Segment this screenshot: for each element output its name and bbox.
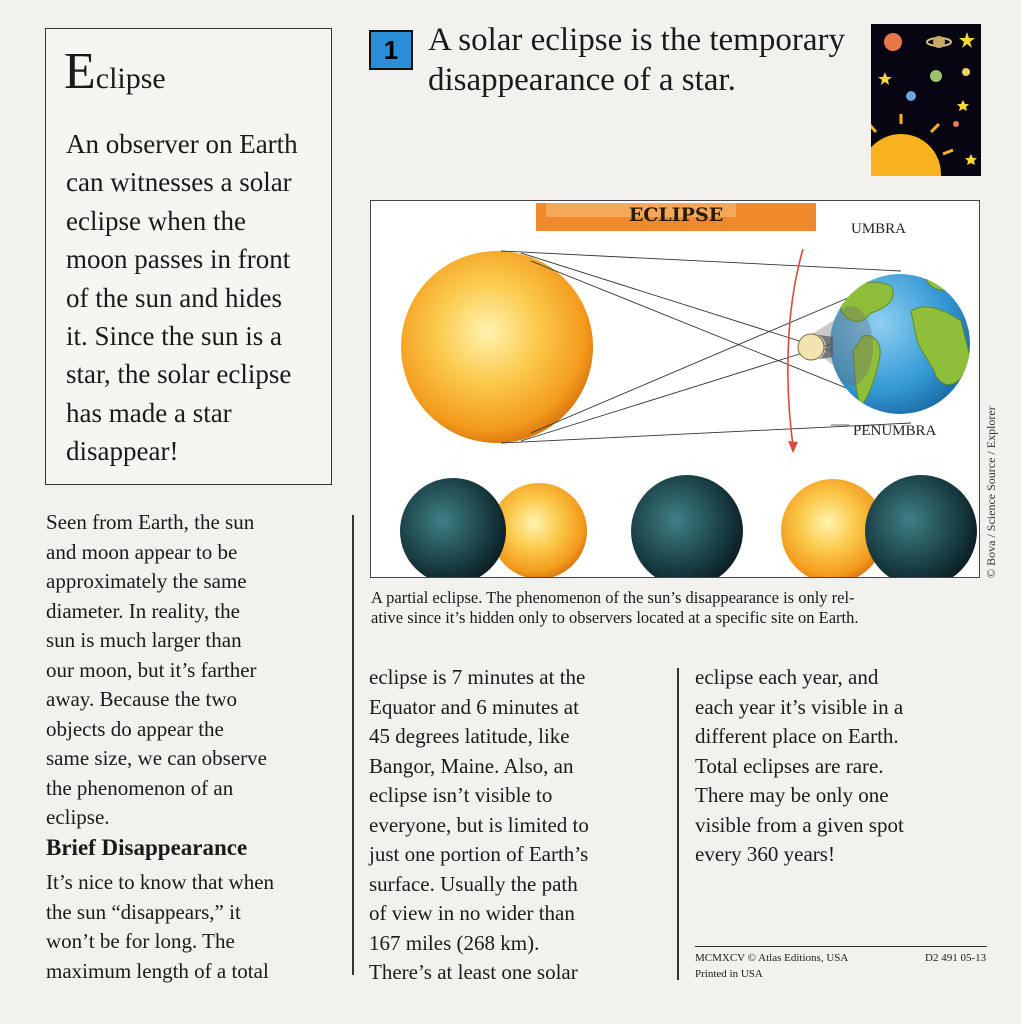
body-column-1-continued: It’s nice to know that when the sun “disappears,” it won’t be for long. The maximum length of a total xyxy=(46,870,275,983)
eclipse-figure xyxy=(370,200,980,578)
section-headline: A solar eclipse is the temporary disappearance of a star. xyxy=(428,22,845,98)
seq-moon-3 xyxy=(865,475,977,578)
space-illustration xyxy=(871,24,981,176)
intro-paragraph xyxy=(66,125,326,471)
intro-text: An observer on Earth can witnesses a solar eclipse when the moon passes in front of the sun and hides it. Since the sun is a star, the solar eclipse has made a star disappear! xyxy=(66,129,298,467)
column-divider-2 xyxy=(677,668,679,980)
umbra-label: UMBRA xyxy=(851,221,907,237)
title-rest: clipse xyxy=(95,62,166,95)
card-title xyxy=(64,43,166,104)
footer-rule xyxy=(695,946,987,947)
thumb-sun xyxy=(871,134,941,176)
penumbra-label: PENUMBRA xyxy=(853,423,937,439)
figure-caption: A partial eclipse. The phenomenon of the sun’s disappearance is only rel- ative since it’s hidden only to observers located at a specific site on Earth. xyxy=(371,588,859,627)
eclipse-banner-text: ECLIPSE xyxy=(628,204,724,226)
title-initial: E xyxy=(64,43,96,100)
body-column-3: eclipse each year, and each year it’s visible in a different place on Earth. Total eclipses are rare. There may be only one visible from a given spot every 360 years! xyxy=(695,665,904,866)
brief-disappearance-heading: Brief Disappearance xyxy=(46,835,248,860)
sun-illustration xyxy=(401,251,593,443)
column-divider xyxy=(352,515,354,975)
footer-copyright: MCMXCV © Atlas Editions, USA Printed in USA xyxy=(695,952,849,980)
seq-moon-2 xyxy=(631,475,743,578)
title-box xyxy=(45,28,332,485)
footer-code: D2 491 05-13 xyxy=(925,952,987,964)
eclipse-diagram xyxy=(371,201,980,578)
thumb-planet-3 xyxy=(906,91,916,101)
seq-moon-1 xyxy=(400,478,506,578)
earth-illustration xyxy=(829,274,971,414)
thumb-planet-4 xyxy=(962,68,970,76)
photo-credit: © Bova / Science Source / Explorer xyxy=(984,406,998,578)
space-thumbnail-image xyxy=(871,24,981,176)
body-column-1: Seen from Earth, the sun and moon appear to be approximately the same diameter. In reality, the sun is much larger than our moon, but it’s farther away. Because the two objects do appear the same size, we can observe the phenomenon of an eclipse. xyxy=(46,510,267,829)
thumb-planet-1 xyxy=(884,33,902,51)
moon-illustration xyxy=(798,334,833,360)
eclipse-sequence xyxy=(400,475,977,578)
thumb-planet-2 xyxy=(930,70,942,82)
section-number-badge: 1 xyxy=(369,30,413,70)
thumb-planet-saturn xyxy=(933,36,945,48)
body-column-2: eclipse is 7 minutes at the Equator and 6 minutes at 45 degrees latitude, like Bangor, Maine. Also, an eclipse isn’t visible to everyone, but is limited to just one portion of Earth’s surface. Usually the path of view in no wider than 167 miles (268 km). There’s at least one solar xyxy=(369,665,589,984)
